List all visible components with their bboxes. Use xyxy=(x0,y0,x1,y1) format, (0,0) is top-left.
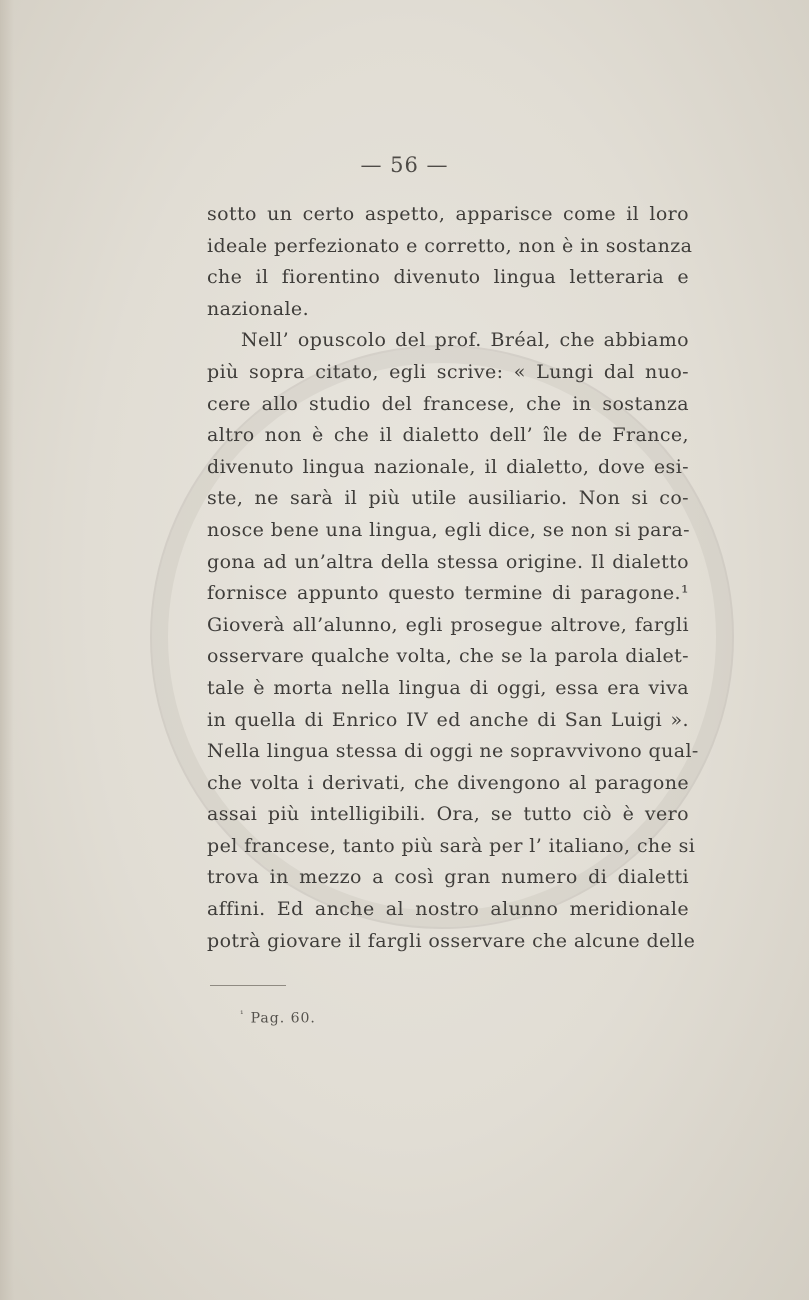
text-line: pel francese, tanto più sarà per l’ italiano, che si xyxy=(207,834,696,857)
text-line: assai più intelligibili. Ora, se tutto ciò è vero xyxy=(207,803,689,826)
text-line: in quella di Enrico IV ed anche di San Luigi ». xyxy=(207,708,689,731)
footnote-marker: ¹ xyxy=(240,1010,245,1020)
text-line: Nella lingua stessa di oggi ne sopravvivono qual- xyxy=(207,740,699,763)
text-line: gona ad un’altra della stessa origine. Il dialetto xyxy=(207,550,689,573)
body-text xyxy=(207,199,699,957)
page-number: — 56 — xyxy=(360,153,449,177)
footnote-text: Pag. 60. xyxy=(250,1010,316,1027)
text-line: più sopra citato, egli scrive: « Lungi dal nuo- xyxy=(207,360,689,383)
text-line: Gioverà all’alunno, egli prosegue altrove, fargli xyxy=(207,613,689,636)
text-line: che il fiorentino divenuto lingua letteraria e xyxy=(207,266,689,289)
footnote xyxy=(240,1010,316,1027)
footnote-rule xyxy=(210,985,286,986)
text-line: divenuto lingua nazionale, il dialetto, dove esi- xyxy=(207,455,689,478)
text-line: trova in mezzo a così gran numero di dialetti xyxy=(207,866,689,889)
text-line: osservare qualche volta, che se la parola dialet- xyxy=(207,645,689,668)
text-line: nosce bene una lingua, egli dice, se non si para- xyxy=(207,518,690,541)
text-line: fornisce appunto questo termine di paragone.¹ xyxy=(207,582,689,605)
text-line: che volta i derivati, che divengono al paragone xyxy=(207,771,689,794)
page-edge-shadow xyxy=(0,0,14,1300)
text-line: Nell’ opuscolo del prof. Bréal, che abbiamo xyxy=(241,329,689,352)
text-line: altro non è che il dialetto dell’ île de France, xyxy=(207,424,689,447)
text-line: cere allo studio del francese, che in sostanza xyxy=(207,392,689,415)
text-line: ideale perfezionato e corretto, non è in sostanza xyxy=(207,234,693,257)
text-line: potrà giovare il fargli osservare che alcune delle xyxy=(207,929,696,952)
text-line: affini. Ed anche al nostro alunno meridionale xyxy=(207,898,689,921)
text-line: tale è morta nella lingua di oggi, essa era viva xyxy=(207,676,689,699)
text-line: ste, ne sarà il più utile ausiliario. Non si co- xyxy=(207,487,689,510)
text-line: sotto un certo aspetto, apparisce come il loro xyxy=(207,203,689,225)
text-line: nazionale. xyxy=(207,297,310,320)
